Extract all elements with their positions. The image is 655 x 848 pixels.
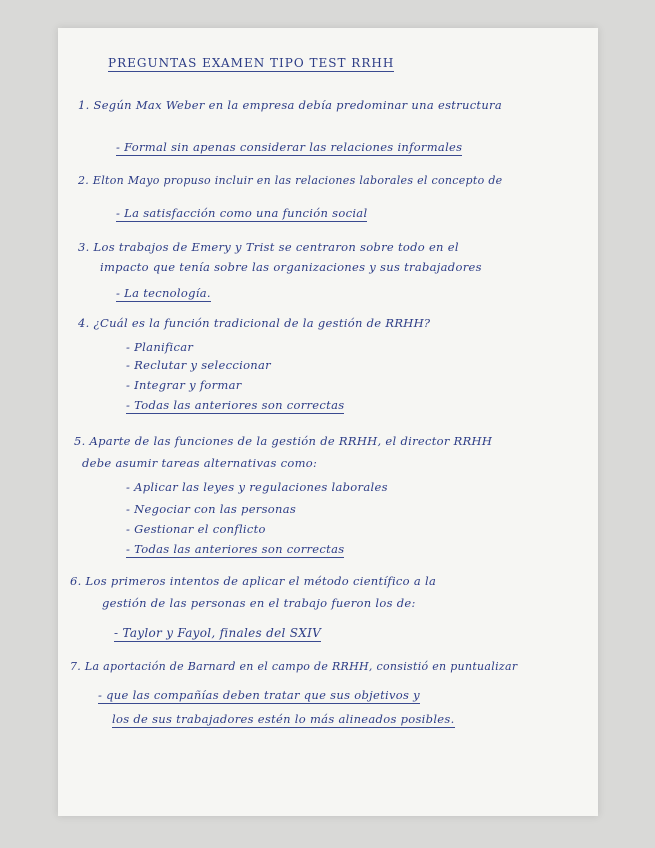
paper-sheet (58, 28, 598, 816)
question-4-answer-2: - Reclutar y seleccionar (126, 358, 271, 372)
question-5-line-1: 5. Aparte de las funciones de la gestión de RRHH, el director RRHH (74, 434, 493, 448)
question-5-answer-4: - Todas las anteriores son correctas (126, 542, 345, 556)
question-1-answer-1: - Formal sin apenas considerar las relaciones informales (116, 140, 463, 154)
question-7-answer-1: - que las compañías deben tratar que sus objetivos y (98, 688, 420, 702)
question-7-line-1: 7. La aportación de Barnard en el campo de RRHH, consistió en puntualizar (70, 660, 518, 673)
question-6-line-2: gestión de las personas en el trabajo fueron los de: (102, 596, 416, 610)
question-5-answer-3: - Gestionar el conflicto (126, 522, 266, 536)
question-4-answer-3: - Integrar y formar (126, 378, 242, 392)
page-title: PREGUNTAS EXAMEN TIPO TEST RRHH (108, 56, 395, 70)
question-4-answer-4: - Todas las anteriores son correctas (126, 398, 345, 412)
question-6-line-1: 6. Los primeros intentos de aplicar el método científico a la (70, 574, 437, 588)
question-5-answer-1: - Aplicar las leyes y regulaciones laborales (126, 480, 388, 494)
question-2-answer-1: - La satisfacción como una función social (116, 206, 368, 220)
question-3-line-1: 3. Los trabajos de Emery y Trist se centraron sobre todo en el (78, 240, 459, 254)
question-4-answer-1: - Planificar (126, 340, 194, 354)
question-7-answer-2: los de sus trabajadores estén lo más alineados posibles. (112, 712, 455, 726)
question-2-line-1: 2. Elton Mayo propuso incluir en las relaciones laborales el concepto de (78, 174, 503, 187)
question-3-answer-1: - La tecnología. (116, 286, 211, 300)
question-5-answer-2: - Negociar con las personas (126, 502, 297, 516)
question-4-line-1: 4. ¿Cuál es la función tradicional de la gestión de RRHH? (78, 316, 431, 330)
question-6-answer-1: - Taylor y Fayol, finales del SXIV (114, 626, 322, 640)
question-1-line-1: 1. Según Max Weber en la empresa debía predominar una estructura (78, 98, 503, 112)
question-3-line-2: impacto que tenía sobre las organizaciones y sus trabajadores (100, 260, 482, 274)
question-5-line-2: debe asumir tareas alternativas como: (82, 456, 318, 470)
